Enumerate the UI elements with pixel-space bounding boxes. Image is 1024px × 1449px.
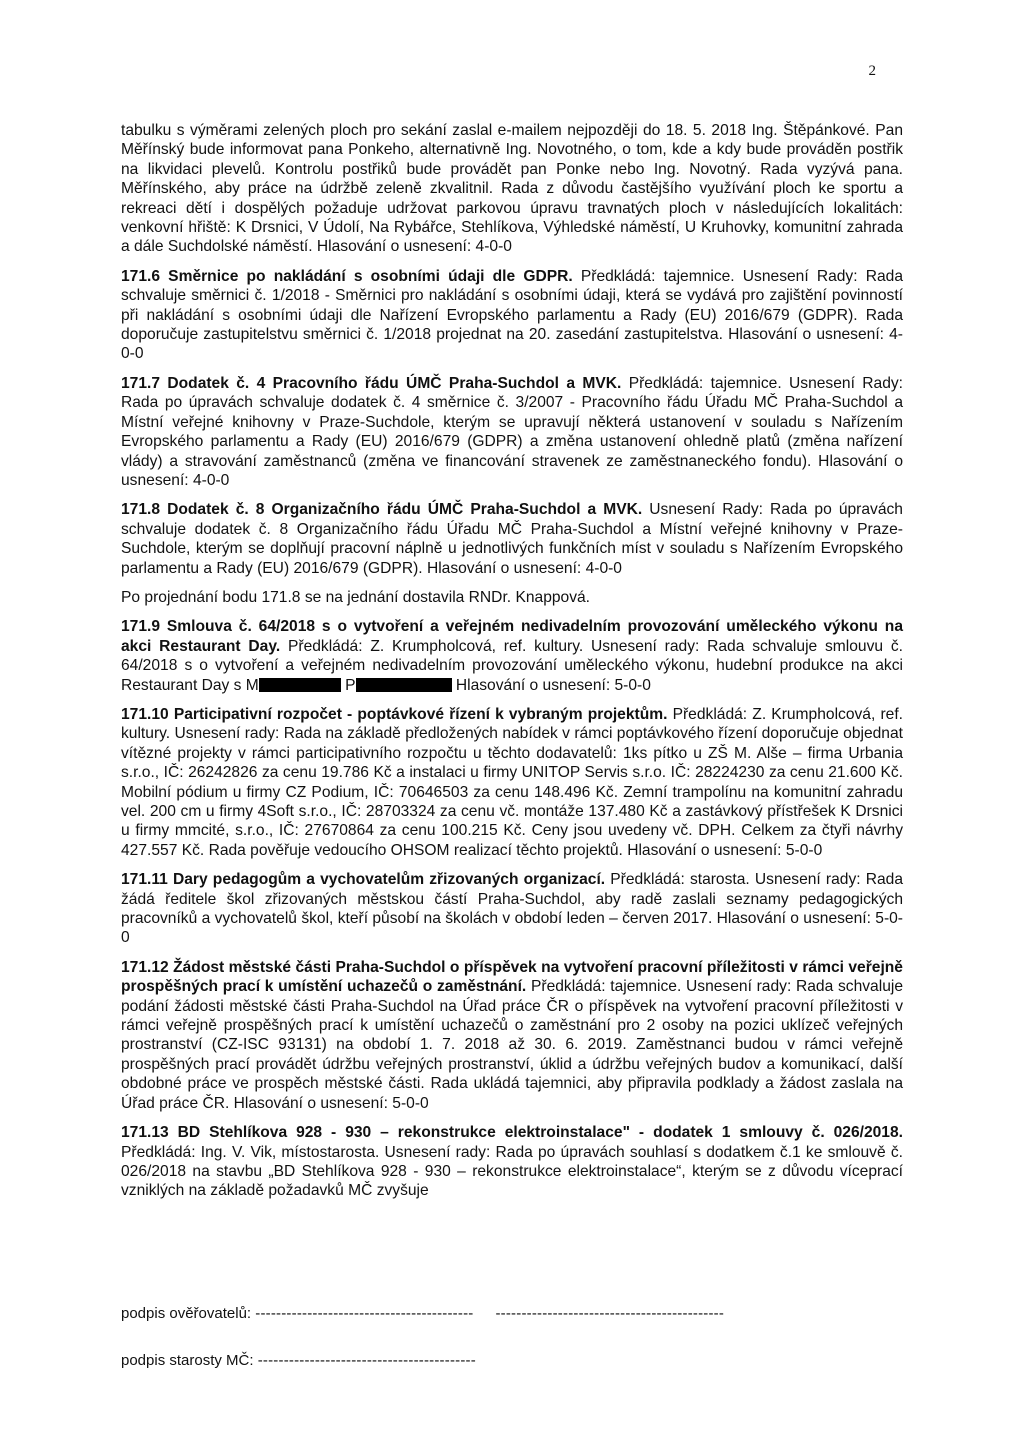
verifiers-signature-line [121, 1304, 921, 1323]
item-heading: 171.11 Dary pedagogům a vychovatelům zřizovaných organizací. [121, 871, 606, 889]
item-text: P [340, 676, 356, 694]
item-171-10 [121, 705, 903, 860]
item-heading: 171.7 Dodatek č. 4 Pracovního řádu ÚMČ Praha-Suchdol a MVK. [121, 374, 622, 392]
intro-paragraph: tabulku s výměrami zelených ploch pro sekání zaslal e-mailem nejpozději do 18. 5. 2018 Ing. Štěpánkové. Pan Měřínský bude informovat pana Ponkeho, alternativně Ing. Novotného, o tom, kde a kdy bude prováděn postřik na likvidaci plevelů. Kontrolu postřiků bude provádět pan Ponke nebo Ing. Novotný. Rada vyzývá pana. Měřínského, aby práce na údržbě zeleně zkvalitnil. Rada z důvodu častějšího využívání ploch ke sportu a rekreaci dětí i dospělých požaduje udržovat parkovou úpravu travnatých ploch v následujících lokalitách: venkovní hřiště: K Drsnici, V Údolí, Na Rybářce, Stehlíkova, Výhledské náměstí, U Kruhovky, komunitní zahrada a dále Suchdolské náměstí. Hlasování o usnesení: 4-0-0 [121, 122, 903, 256]
item-171-6 [121, 267, 903, 364]
item-text: Předkládá: tajemnice. Usnesení Rady: Rada schvaluje směrnici č. 1/2018 - Směrnici pro nakládání s osobními údaji, která se vydává pro zajištění povinností při nakládání s osobními údaji dle Nařízení Evropského parlamentu a Rady (EU) 2016/679 (GDPR). Rada doporučuje zastupitelstvu směrnici č. 1/2018 projednat na 20. zasedání zastupitelstva. Hlasování o usnesení: 4-0-0 [121, 267, 903, 363]
redaction-block [259, 678, 341, 692]
item-heading: 171.12 Žádost městské části Praha-Suchdol o příspěvek na vytvoření pracovní příležitosti v rámci veřejně prospěšných prací k umístění uchazečů o zaměstnání. [121, 958, 903, 996]
item-171-9 [121, 617, 903, 695]
signature-dashes: -------------------------------------------- [495, 1305, 725, 1322]
item-text: Hlasování o usnesení: 5-0-0 [451, 676, 651, 694]
minutes-body [121, 121, 903, 1211]
item-171-7 [121, 374, 903, 490]
item-heading: 171.13 BD Stehlíkova 928 - 930 – rekonstrukce elektroinstalace" - dodatek 1 smlouvy č. 026/2018. [121, 1124, 903, 1142]
redaction-block [356, 678, 452, 692]
page-number: 2 [868, 63, 876, 79]
mayor-label: podpis starosty MČ: [121, 1352, 254, 1369]
signature-dashes: ------------------------------------------ [255, 1305, 474, 1322]
item-heading: 171.9 Smlouva č. 64/2018 s o vytvoření a veřejném nedivadelním provozování uměleckého výkonu na akci Restaurant Day. [121, 618, 903, 655]
note-after-171-8: Po projednání bodu 171.8 se na jednání dostavila RNDr. Knappová. [121, 588, 591, 606]
item-text: Předkládá: Ing. V. Vik, místostarosta. Usnesení rady: Rada po úpravách souhlasí s dodatkem č.1 ke smlouvě č. 026/2018 na stavbu „BD Stehlíkova 928 - 930 – rekonstrukce elektroinstalace“, kterým se z důvodu víceprací vzniklých na základě požadavků MČ zvyšuje [121, 1143, 903, 1200]
mayor-signature-line [121, 1351, 921, 1370]
item-heading: 171.8 Dodatek č. 8 Organizačního řádu ÚMČ Praha-Suchdol a MVK. [121, 501, 643, 519]
item-text: Předkládá: Z. Krumpholcová, ref. kultury. Usnesení rady: Rada schvaluje smlouvu č. 64/2018 s o vytvoření a veřejném nedivadelním provozování uměleckého výkonu, hudební produkce na akci Restaurant Day s M [121, 637, 903, 694]
item-text: Předkládá: Z. Krumpholcová, ref. kultury. Usnesení rady: Rada na základě předložených nabídek v rámci poptávkového řízení doporučuje objednat vítězné projekty v rámci participativního rozpočtu u těchto dodavatelů: 1ks pítko u ZŠ M. Alše – firma Urbania s.r.o., IČ: 26242826 za cenu 19.786 Kč a instalaci u firmy UNITOP Servis s.r.o. IČ: 28224230 za cenu 21.600 Kč. Mobilní pódium u firmy CZ Podium, IČ: 70646503 za cenu 148.496 Kč. Zemní trampolínu na komunitní zahradu vel. 200 cm u firmy 4Soft s.r.o., IČ: 28703324 za cenu vč. montáže 137.480 Kč a zastávkový přístřešek K Drsnici u firmy mmcité, s.r.o., IČ: 27670864 za cenu 100.215 Kč. Ceny jsou uvedeny vč. DPH. Celkem za čtyři návrhy 427.557 Kč. Rada pověřuje vedoucího OHSOM realizací těchto projektů. Hlasování o usnesení: 5-0-0 [121, 705, 903, 859]
item-171-8 [121, 500, 903, 578]
item-text: Usnesení Rady: Rada po úpravách schvaluje dodatek č. 8 Organizačního řádu Úřadu MČ Praha-Suchdol a Místní veřejné knihovny v Praze-Suchdole, kterým se doplňují pracovní náplně u jednotlivých funkčních míst v souladu s Nařízením Evropského parlamentu a Rady (EU) 2016/679 (GDPR). Hlasování o usnesení: 4-0-0 [121, 501, 903, 577]
item-text: Předkládá: starosta. Usnesení rady: Rada žádá ředitele škol zřizovaných městskou částí Praha-Suchdol, aby radě zaslali seznamy pedagogických pracovníků a vychovatelů škol, kteří působí na školách v období leden – červen 2017. Hlasování o usnesení: 5-0-0 [121, 871, 903, 947]
item-171-11 [121, 870, 903, 948]
item-text: Předkládá: tajemnice. Usnesení Rady: Rada po úpravách schvaluje dodatek č. 4 směrnice č. 3/2007 - Pracovního řádu Úřadu MČ Praha-Suchdol a Místní veřejné knihovny v Praze-Suchdole, kterým se upravují některá ustanovení v souladu s Nařízením Evropského parlamentu a Rady (EU) 2016/679 (GDPR) a změna ustanovení ohledně platů (změna nařízení vlády) a stravování zaměstnanců (změna ve financování stravenek ze zaměstnaneckého fondu). Hlasování o usnesení: 4-0-0 [121, 374, 903, 489]
signature-dashes: ------------------------------------------ [257, 1352, 476, 1369]
item-heading: 171.6 Směrnice po nakládání s osobními údaji dle GDPR. [121, 267, 573, 285]
item-heading: 171.10 Participativní rozpočet - poptávkové řízení k vybraným projektům. [121, 705, 668, 723]
item-171-13 [121, 1123, 903, 1201]
verifiers-label: podpis ověřovatelů: [121, 1305, 252, 1322]
item-text: Předkládá: tajemnice. Usnesení rady: Rada schvaluje podání žádosti městské části Praha-Suchdol na Úřad práce ČR o příspěvek na vytvoření pracovní příležitosti v rámci veřejně prospěšných prací k umístění uchazečů o zaměstnání pro 2 osoby na pozici uklízeč veřejných prostranství (CZ-ISC 93131) na období 1. 7. 2018 až 30. 6. 2019. Zaměstnanci budou v rámci veřejně prospěšných prací provádět údržbu veřejných prostranství, úklid a údržbu veřejných budov a komunikací, další obdobné práce ve prospěch městské části. Rada ukládá tajemnici, aby připravila podklady a žádost zaslala na Úřad práce ČR. Hlasování o usnesení: 5-0-0 [121, 978, 904, 1112]
item-171-12 [121, 958, 903, 1113]
